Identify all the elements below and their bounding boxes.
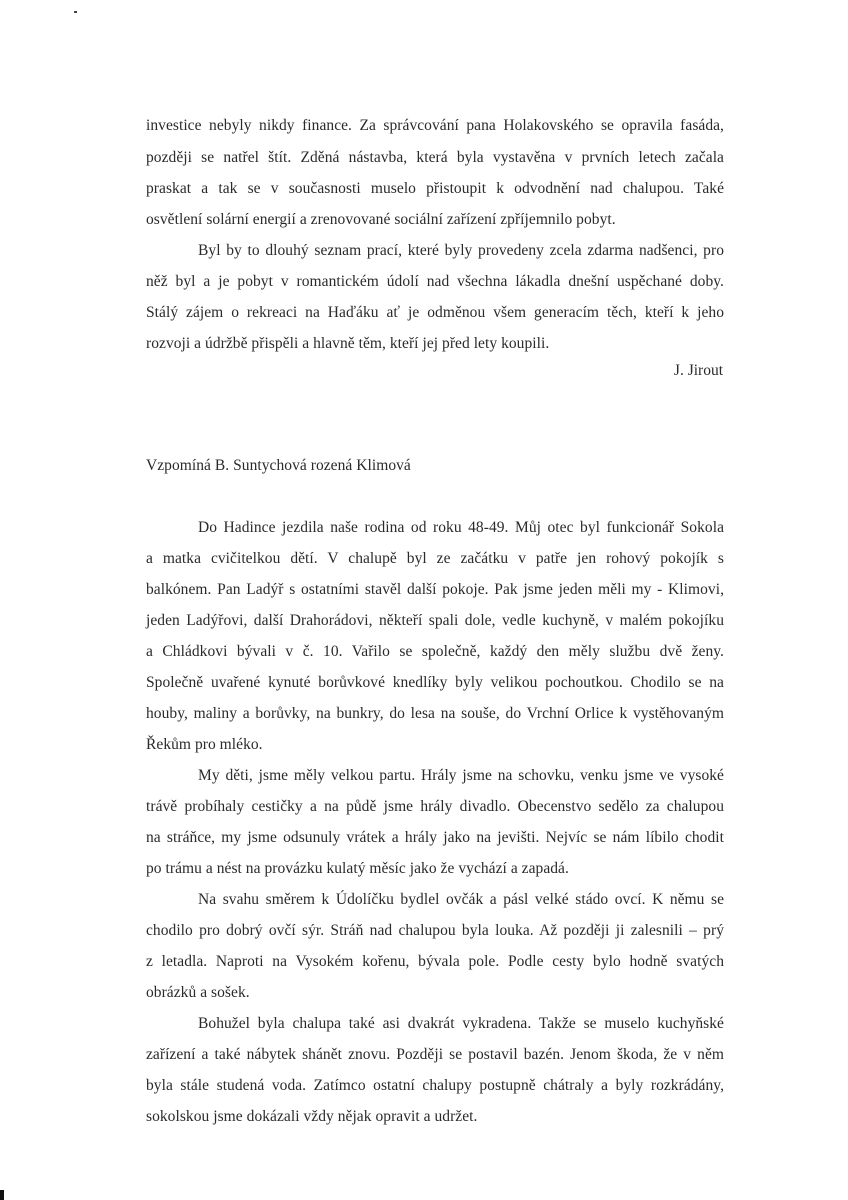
paragraph-line: Stálý zájem o rekreaci na Haďáku ať je odměnou všem generacím těch, kteří k jeho	[146, 304, 724, 321]
paragraph-line: z letadla. Naproti na Vysokém kořenu, bývala pole. Podle cesty bylo hodně svatých	[146, 953, 724, 970]
paragraph-line: Na svahu směrem k Údolíčku bydlel ovčák a pásl velké stádo ovcí. K němu se	[198, 891, 724, 908]
paragraph-line: rozvoji a údržbě přispěli a hlavně těm, kteří jej před lety koupili.	[146, 335, 550, 352]
paragraph-line: balkónem. Pan Ladýř s ostatními stavěl další pokoje. Pak jsme jeden měli my - Klimovi,	[146, 581, 724, 598]
paragraph-line: zařízení a také nábytek shánět znovu. Později se postavil bazén. Jenom škoda, že v něm	[146, 1046, 724, 1063]
paragraph-line: byla stále studená voda. Zatímco ostatní chalupy postupně chátraly a byly rozkrádány,	[146, 1077, 724, 1094]
paragraph-line: později se natřel štít. Zděná nástavba, která byla vystavěna v prvních letech začala	[146, 149, 724, 166]
scan-mark-bottom	[0, 1190, 4, 1200]
paragraph-line: Byl by to dlouhý seznam prací, které byly provedeny zcela zdarma nadšenci, pro	[198, 242, 724, 259]
paragraph-line: jeden Ladýřovi, další Drahorádovi, někteří spali dole, vedle kuchyně, v malém pokojíku	[146, 612, 724, 629]
paragraph-line: chodilo pro dobrý ovčí sýr. Stráň nad chalupou byla louka. Až později ji zalesnili – prý	[146, 922, 724, 939]
paragraph-line: houby, maliny a borůvky, na bunkry, do lesa na souše, do Vrchní Orlice k vystěhovaným	[146, 705, 724, 722]
paragraph-line: obrázků a sošek.	[146, 984, 250, 1001]
paragraph-line: po trámu a nést na provázku kulatý měsíc jako že vychází a zapadá.	[146, 860, 569, 877]
paragraph-line: Bohužel byla chalupa také asi dvakrát vykradena. Takže se muselo kuchyňské	[198, 1015, 724, 1032]
paragraph-line: něž byl a je pobyt v romantickém údolí nad všechna lákadla dnešní uspěchané doby.	[146, 273, 724, 290]
section-heading: Vzpomíná B. Suntychová rozená Klimová	[146, 457, 411, 474]
paragraph-line: na stráňce, my jsme odsunuly vrátek a hrály jako na jevišti. Nejvíc se nám líbilo chodit	[146, 829, 724, 846]
paragraph-line: My děti, jsme měly velkou partu. Hrály jsme na schovku, venku jsme ve vysoké	[198, 767, 724, 784]
paragraph-line: a matka cvičitelkou dětí. V chalupě byl ze začátku v patře jen rohový pokojík s	[146, 550, 724, 567]
paragraph-line: Řekům pro mléko.	[146, 736, 263, 753]
author-signature: J. Jirout	[673, 362, 723, 379]
paragraph-line: sokolskou jsme dokázali vždy nějak opravit a udržet.	[146, 1108, 478, 1125]
paragraph-line: a Chládkovi bývali v č. 10. Vařilo se společně, každý den měly službu dvě ženy.	[146, 643, 724, 660]
paragraph-line: investice nebyly nikdy finance. Za správcování pana Holakovského se opravila fasáda,	[146, 117, 724, 134]
paragraph-line: Do Hadince jezdila naše rodina od roku 48-49. Můj otec byl funkcionář Sokola	[198, 519, 724, 536]
paragraph-line: praskat a tak se v současnosti muselo přistoupit k odvodnění nad chalupou. Také	[146, 180, 724, 197]
scan-mark-top	[74, 11, 77, 13]
paragraph-line: osvětlení solární energií a zrenovované sociální zařízení zpříjemnilo pobyt.	[146, 211, 616, 228]
paragraph-line: trávě probíhaly cestičky a na půdě jsme hrály divadlo. Obecenstvo sedělo za chalupou	[146, 798, 724, 815]
paragraph-line: Společně uvařené kynuté borůvkové knedlíky byly velikou pochoutkou. Chodilo se na	[146, 674, 724, 691]
